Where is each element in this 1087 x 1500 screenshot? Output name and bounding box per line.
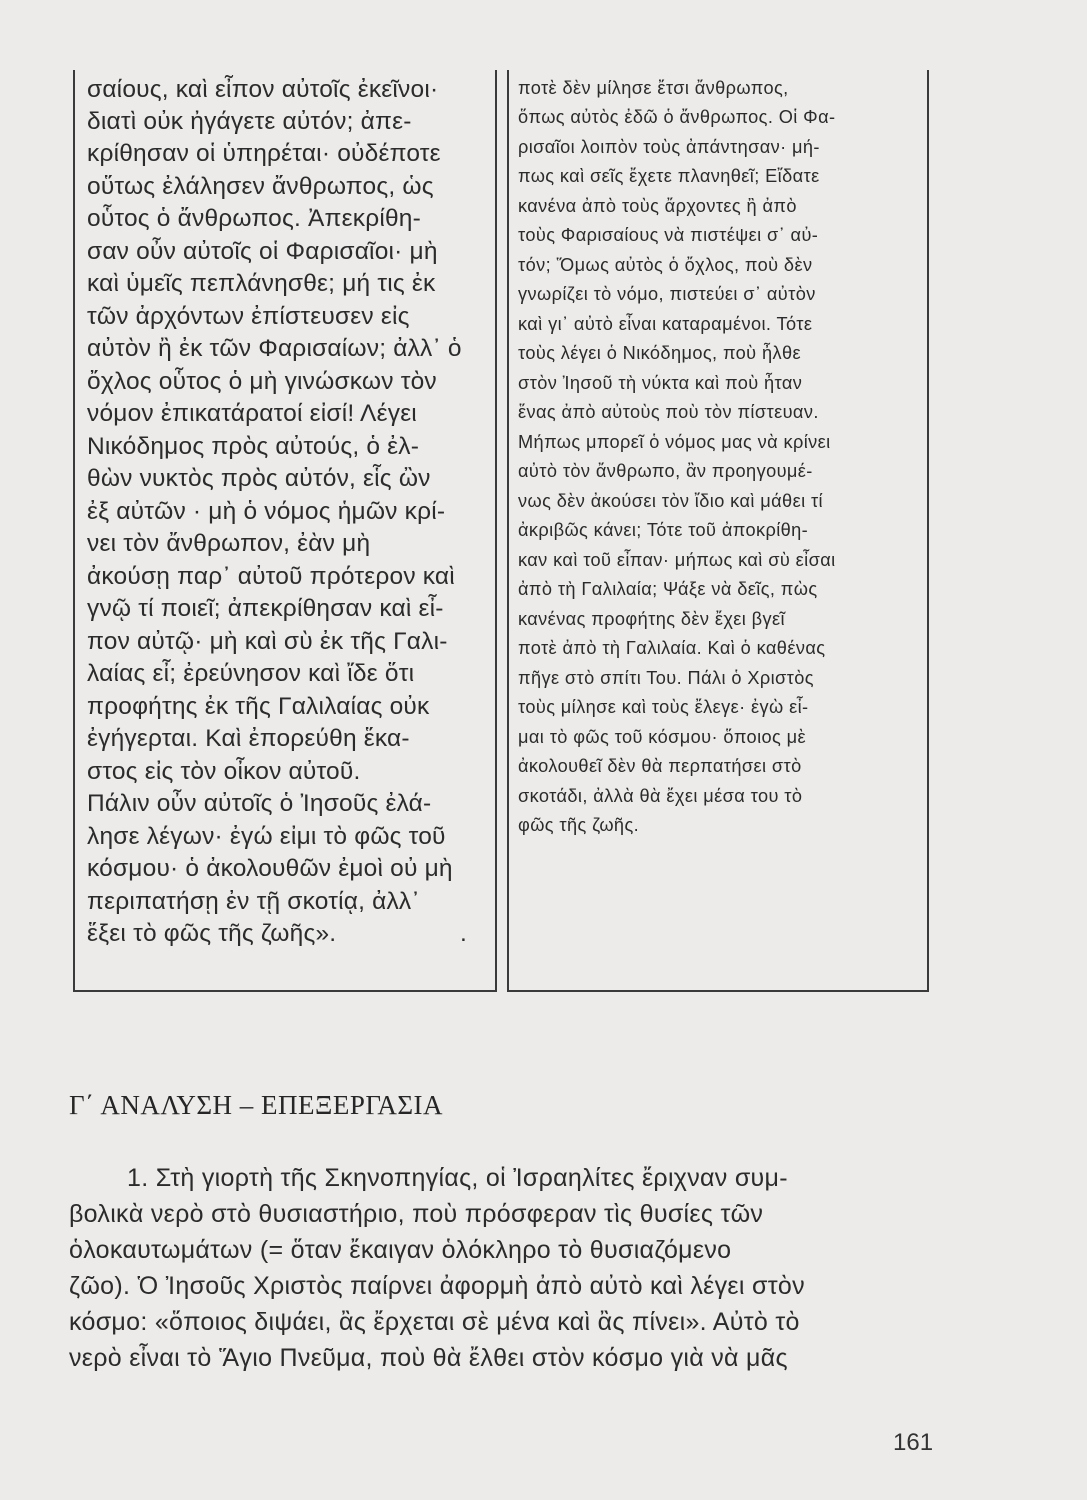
text-line: θὼν νυκτὸς πρὸς αὐτόν, εἷς ὢν — [87, 465, 431, 492]
text-line: λησε λέγων· ἐγώ εἰμι τὸ φῶς τοῦ — [87, 823, 446, 850]
text-line: σαν οὖν αὐτοῖς οἱ Φαρισαῖοι· μὴ — [87, 238, 438, 265]
text-line: αὐτὸν ἢ ἐκ τῶν Φαρισαίων; ἀλλ᾽ ὁ — [87, 335, 462, 362]
text-line: αὐτὸ τὸν ἄνθρωπο, ἂν προηγουμέ- — [518, 461, 813, 481]
text-line: νει τὸν ἄνθρωπον, ἐὰν μὴ — [87, 530, 371, 557]
text-line: πῆγε στὸ σπίτι Του. Πάλι ὁ Χριστὸς — [518, 668, 814, 688]
text-line: ἐξ αὐτῶν · μὴ ὁ νόμος ἡμῶν κρί- — [87, 498, 446, 525]
paragraph-line: ὁλοκαυτωμάτων (= ὅταν ἔκαιγαν ὁλόκληρο τὸ θυσιαζόμενο — [69, 1236, 732, 1264]
text-line: ὅπως αὐτὸς ἐδῶ ὁ ἄνθρωπος. Οἱ Φα- — [518, 107, 836, 127]
text-line: σαίους, καὶ εἶπον αὐτοῖς ἐκεῖνοι· — [87, 76, 439, 103]
text-line: τῶν ἀρχόντων ἐπίστευσεν εἰς — [87, 303, 410, 330]
text-line: ἀκούσῃ παρ᾽ αὐτοῦ πρότερον καὶ — [87, 563, 455, 590]
text-line: ἀκριβῶς κάνει; Τότε τοῦ ἀποκρίθη- — [518, 520, 809, 540]
paragraph-line: κόσμο: «ὅποιος διψάει, ἂς ἔρχεται σὲ μένα καὶ ἂς πίνει». Αὐτὸ τὸ — [69, 1308, 800, 1336]
paragraph-line: 1. Στὴ γιορτὴ τῆς Σκηνοπηγίας, οἱ Ἰσραηλίτες ἔριχναν συμ- — [127, 1164, 788, 1192]
text-line: γνωρίζει τὸ νόμο, πιστεύει σ᾽ αὐτὸν — [518, 284, 816, 304]
text-line: περιπατήσῃ ἐν τῇ σκοτίᾳ, ἀλλ᾽ — [87, 888, 420, 915]
text-line: ποτὲ ἀπὸ τὴ Γαλιλαία. Καὶ ὁ καθένας — [518, 638, 826, 658]
section-heading: Γ΄ ΑΝΑΛΥΣΗ – ΕΠΕΞΕΡΓΑΣΙΑ — [69, 1090, 444, 1120]
text-line: ποτὲ δὲν μίλησε ἔτσι ἄνθρωπος, — [518, 78, 789, 98]
stray-mark: . — [460, 920, 468, 947]
paragraph-line: βολικὰ νερὸ στὸ θυσιαστήριο, ποὺ πρόσφεραν τὶς θυσίες τῶν — [69, 1200, 764, 1228]
text-line: ἀκολουθεῖ δὲν θὰ περπατήσει στὸ — [518, 756, 802, 776]
text-line: φῶς τῆς ζωῆς. — [518, 815, 640, 835]
text-line: κανένα ἀπὸ τοὺς ἄρχοντες ἢ ἀπὸ — [518, 196, 797, 216]
text-line: ρισαῖοι λοιπὸν τοὺς ἀπάντησαν· μή- — [518, 137, 820, 157]
text-line: ἕξει τὸ φῶς τῆς ζωῆς». — [87, 920, 337, 947]
text-line: Πάλιν οὖν αὐτοῖς ὁ Ἰησοῦς ἐλά- — [87, 790, 432, 817]
text-line: οὕτως ἐλάλησεν ἄνθρωπος, ὡς — [87, 173, 434, 200]
text-line: μαι τὸ φῶς τοῦ κόσμου· ὅποιος μὲ — [518, 727, 807, 747]
text-line: κρίθησαν οἱ ὑπηρέται· οὐδέποτε — [87, 140, 441, 167]
text-line: διατὶ οὐκ ἠγάγετε αὐτόν; ἀπε- — [87, 108, 412, 135]
text-line: λαίας εἶ; ἐρεύνησον καὶ ἴδε ὅτι — [87, 660, 415, 687]
text-line: Νικόδημος πρὸς αὐτούς, ὁ ἐλ- — [87, 433, 420, 460]
text-line: τοὺς λέγει ὁ Νικόδημος, ποὺ ἦλθε — [518, 343, 801, 363]
text-line: Μήπως μπορεῖ ὁ νόμος μας νὰ κρίνει — [518, 432, 831, 452]
page-number: 161 — [893, 1429, 934, 1456]
text-line: ἐγήγερται. Καὶ ἐπορεύθη ἕκα- — [87, 725, 410, 752]
text-line: καὶ γι᾽ αὐτὸ εἶναι καταραμένοι. Τότε — [518, 314, 813, 334]
text-line: πον αὐτῷ· μὴ καὶ σὺ ἐκ τῆς Γαλι- — [87, 628, 448, 655]
ancient-text-column — [73, 70, 497, 992]
text-line: γνῷ τί ποιεῖ; ἀπεκρίθησαν καὶ εἶ- — [87, 595, 444, 622]
text-line: ἀπὸ τὴ Γαλιλαία; Ψάξε νὰ δεῖς, πὼς — [518, 579, 818, 599]
text-line: ἕνας ἀπὸ αὐτοὺς ποὺ τὸν πίστευαν. — [518, 402, 819, 422]
translation-column — [507, 70, 929, 992]
text-line: νόμον ἐπικατάρατοί εἰσί! Λέγει — [87, 400, 417, 427]
text-line: τοὺς Φαρισαίους νὰ πιστέψει σ᾽ αὐ- — [518, 225, 819, 245]
paragraph-line: νερὸ εἶναι τὸ Ἅγιο Πνεῦμα, ποὺ θὰ ἔλθει στὸν κόσμο γιὰ νὰ μᾶς — [69, 1344, 788, 1372]
paragraph-line: ζῶο). Ὁ Ἰησοῦς Χριστὸς παίρνει ἀφορμὴ ἀπὸ αὐτὸ καὶ λέγει στὸν — [69, 1272, 805, 1300]
text-line: νως δὲν ἀκούσει τὸν ἴδιο καὶ μάθει τί — [518, 491, 824, 511]
text-line: κόσμου· ὁ ἀκολουθῶν ἐμοὶ οὐ μὴ — [87, 855, 453, 882]
text-line: στὸν Ἰησοῦ τὴ νύκτα καὶ ποὺ ἦταν — [518, 373, 803, 393]
text-line: στος εἰς τὸν οἶκον αὐτοῦ. — [87, 758, 361, 785]
text-line: τόν; Ὅμως αὐτὸς ὁ ὄχλος, ποὺ δὲν — [518, 255, 813, 275]
text-line: ὄχλος οὗτος ὁ μὴ γινώσκων τὸν — [87, 368, 437, 395]
text-line: καὶ ὑμεῖς πεπλάνησθε; μή τις ἐκ — [87, 270, 436, 297]
text-line: πως καὶ σεῖς ἔχετε πλανηθεῖ; Εἴδατε — [518, 166, 820, 186]
text-line: οὗτος ὁ ἄνθρωπος. Ἀπεκρίθη- — [87, 205, 421, 232]
text-line: καν καὶ τοῦ εἶπαν· μήπως καὶ σὺ εἶσαι — [518, 550, 836, 570]
text-line: σκοτάδι, ἀλλὰ θὰ ἔχει μέσα του τὸ — [518, 786, 803, 806]
text-line: τοὺς μίλησε καὶ τοὺς ἔλεγε· ἐγὼ εἶ- — [518, 697, 809, 717]
text-line: κανένας προφήτης δὲν ἔχει βγεῖ — [518, 609, 785, 629]
text-line: προφήτης ἐκ τῆς Γαλιλαίας οὐκ — [87, 693, 430, 720]
